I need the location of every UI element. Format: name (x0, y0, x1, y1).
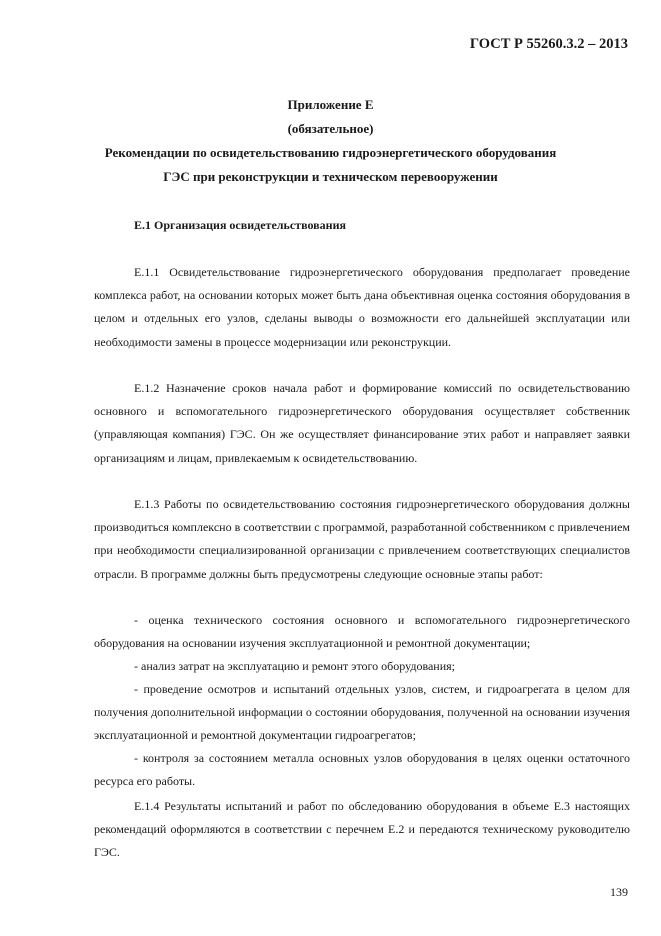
list-item-cost-analysis (94, 655, 630, 678)
appendix-heading-line2: ГЭС при реконструкции и техническом перевооружении (163, 169, 498, 184)
list-item-text: - оценка технического состояния основного и вспомогательного гидроэнергетического оборудования на основании изучения эксплуатационной и ремонтной документации; (94, 613, 630, 651)
list-item-assessment (94, 609, 630, 655)
paragraph-text: Е.1.3 Работы по освидетельствованию состояния гидроэнергетического оборудования должны производиться комплексно в соответствии с программой, разработанной собственником с привлечением при необходимости специализированной организации с привлечением соответствующих специалистов отрасли. В программе должны быть предусмотрены следующие основные этапы работ: (94, 497, 630, 581)
list-item-text: - проведение осмотров и испытаний отдельных узлов, систем, и гидроагрегата в целом для получения дополнительной информации о состоянии оборудования, полученной на основании изучения эксплуатационной и ремонтной документации гидроагрегатов; (94, 682, 630, 743)
appendix-status: (обязательное) (287, 121, 374, 136)
paragraph-text: Е.1.4 Результаты испытаний и работ по обследованию оборудования в объеме Е.3 настоящих рекомендаций оформляются в соответствии с перечнем Е.2 и передаются техническому руководителю ГЭС. (94, 799, 630, 860)
appendix-title: Приложение Е (287, 97, 374, 112)
paragraph-text: Е.1.1 Освидетельствование гидроэнергетического оборудования предполагает проведение комплекса работ, на основании которых может быть дана объективная оценка состояния оборудования в целом и отдельных его узлов, сделаны выводы о возможности его дальнейшей эксплуатации или необходимости замены в процессе модернизации или реконструкции. (94, 265, 630, 349)
list-item-text: - анализ затрат на эксплуатацию и ремонт этого оборудования; (134, 659, 455, 673)
paragraph-e-1-4 (94, 795, 630, 865)
paragraph-e-1-3 (94, 493, 630, 586)
paragraph-e-1-1 (94, 261, 630, 354)
list-item-inspections (94, 678, 630, 748)
section-title: Е.1 Организация освидетельствования (134, 218, 346, 232)
list-item-metal-control (94, 747, 630, 793)
list-item-text: - контроля за состоянием металла основных узлов оборудования в целях оценки остаточного ресурса его работы. (94, 751, 630, 789)
appendix-heading-line1: Рекомендации по освидетельствованию гидроэнергетического оборудования (104, 145, 557, 160)
paragraph-e-1-2 (94, 377, 630, 470)
paragraph-text: Е.1.2 Назначение сроков начала работ и формирование комиссий по освидетельствованию основного и вспомогательного гидроэнергетического оборудования осуществляет собственник (управляющая компания) ГЭС. Он же осуществляет финансирование этих работ и направляет заявки организациям и лицам, привлекаемым к освидетельствованию. (94, 381, 630, 465)
standard-number-header: ГОСТ Р 55260.3.2 – 2013 (469, 36, 628, 52)
page-number: 139 (610, 885, 628, 899)
